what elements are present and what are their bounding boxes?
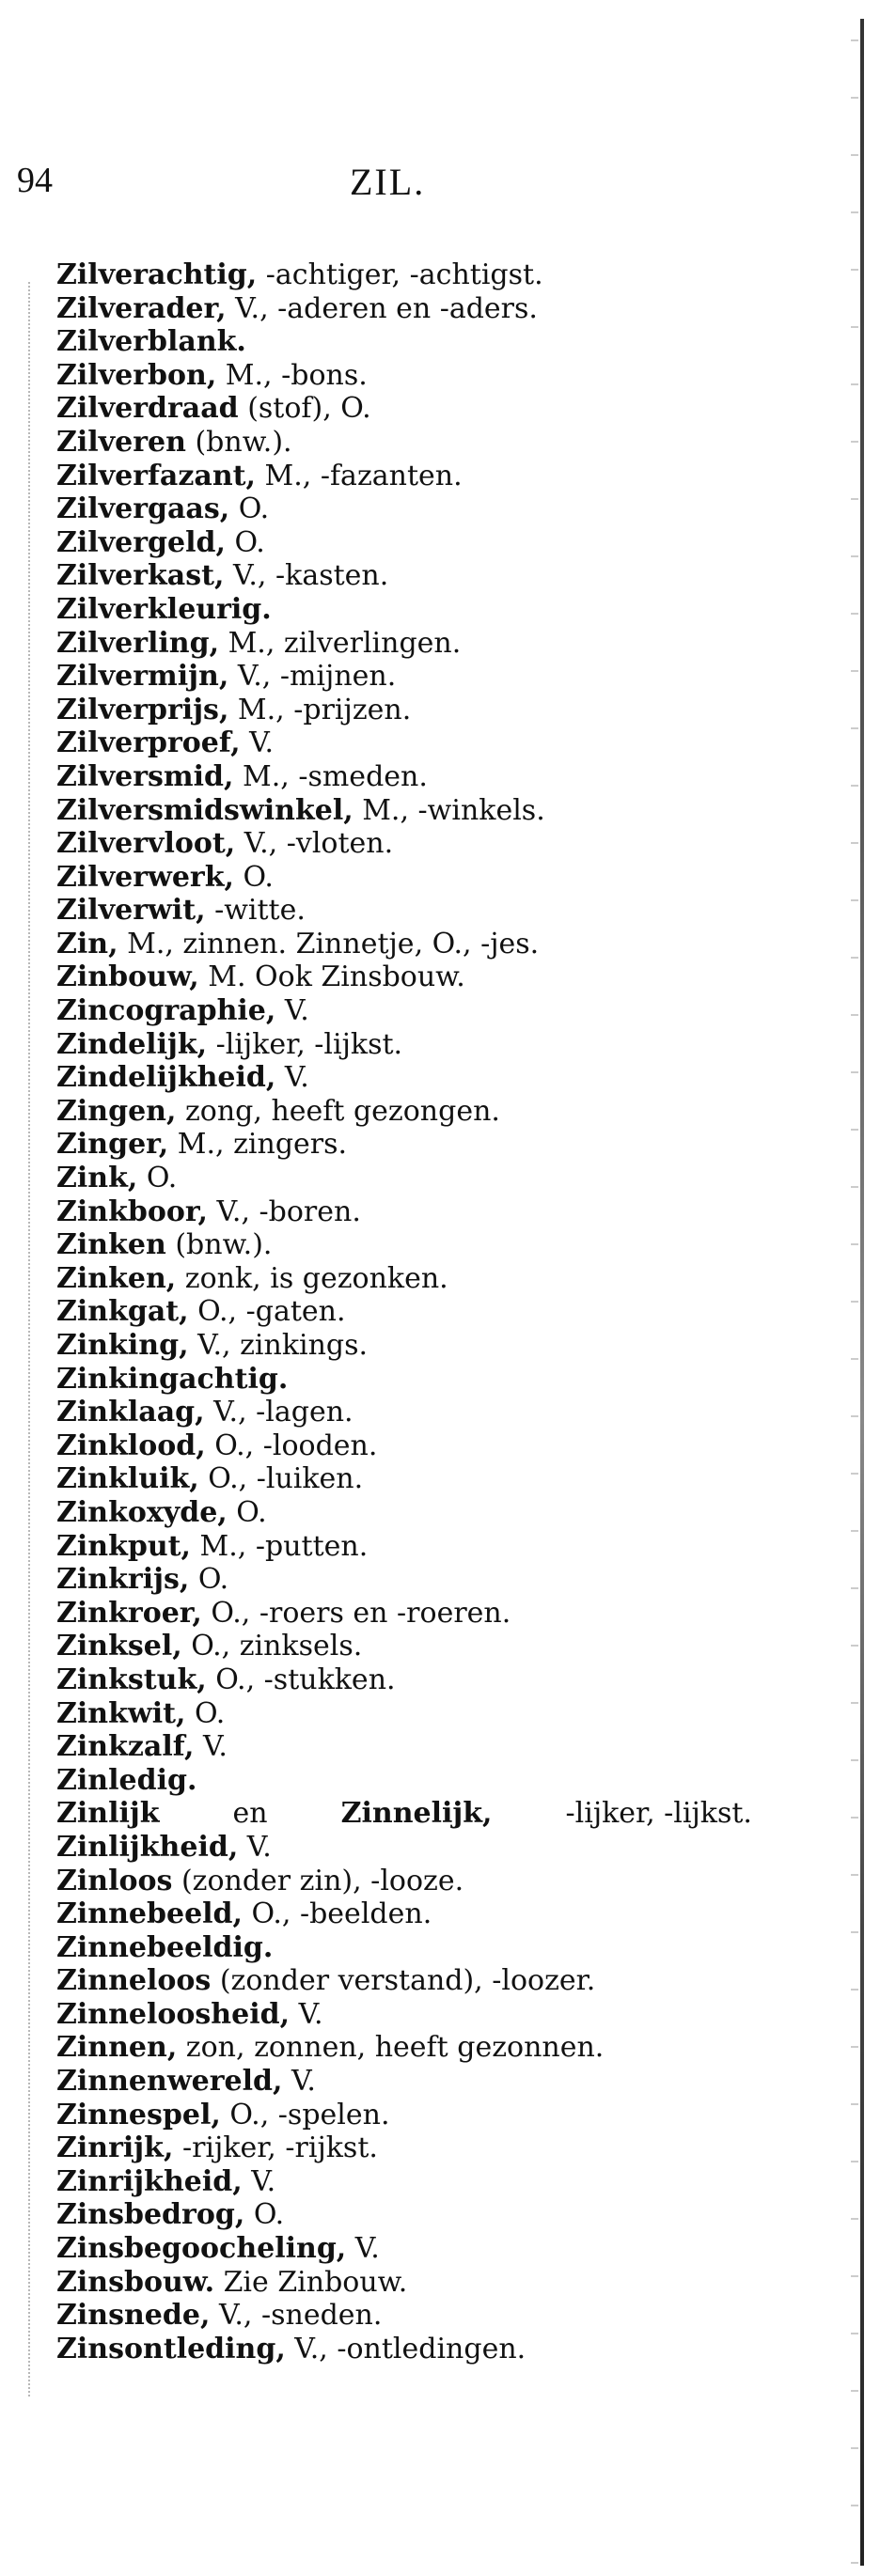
dictionary-entry <box>56 492 752 526</box>
dictionary-entry <box>56 292 752 326</box>
dictionary-entry <box>56 1496 752 1530</box>
entry-definition: O., -looden. <box>205 1429 378 1462</box>
dictionary-entry <box>56 1396 752 1429</box>
dictionary-entry <box>56 460 752 493</box>
entry-definition: O., zinksels. <box>181 1630 363 1663</box>
entry-definition: O. <box>137 1162 178 1195</box>
entry-headword: Zinnen, <box>56 2031 178 2065</box>
dictionary-entry <box>56 2232 752 2266</box>
margin-marks <box>28 282 32 2396</box>
entry-headword: Zilveren <box>56 425 186 459</box>
entry-definition: O. <box>225 525 265 559</box>
dictionary-entry <box>56 1630 752 1663</box>
entry-headword: Zilvergaas, <box>56 492 230 526</box>
dictionary-entry <box>56 1228 752 1262</box>
entry-headword: Zinnebeeld, <box>56 1897 243 1931</box>
entry-headword: Zinnenwereld, <box>56 2065 283 2099</box>
dictionary-entry <box>56 1462 752 1496</box>
entry-headword: Zilverkleurig. <box>56 592 272 626</box>
dictionary-entry <box>56 1363 752 1397</box>
entry-definition: M., -bons. <box>216 358 368 392</box>
dictionary-entry <box>56 861 752 895</box>
entry-definition: O. <box>189 1563 229 1597</box>
entry-definition: V., zinkings. <box>188 1329 369 1362</box>
dictionary-entry <box>56 1262 752 1296</box>
dictionary-entry <box>56 1764 752 1798</box>
entry-headword: Zingen, <box>56 1094 177 1128</box>
dictionary-entry <box>56 2165 752 2199</box>
entry-definition: V., -aderen en -aders. <box>226 291 538 325</box>
entry-headword: Zinsontleding, <box>56 2332 286 2365</box>
dictionary-entry <box>56 392 752 426</box>
entry-headword: Zindelijk, <box>56 1027 208 1061</box>
entry-headword: Zinkoxyde, <box>56 1495 228 1529</box>
entry-definition: -lijker, -lijkst. <box>556 1797 752 1831</box>
dictionary-entry <box>56 1563 752 1597</box>
dictionary-entry <box>56 627 752 661</box>
entry-definition: O. <box>185 1696 226 1730</box>
entry-headword: Zilverwit, <box>56 894 206 928</box>
entry-definition: Zie Zinbouw. <box>214 2265 408 2299</box>
entry-headword: Zilverdraad <box>56 392 239 426</box>
entry-definition: -rijker, -rijkst. <box>173 2131 378 2165</box>
entry-definition: M., -putten. <box>190 1529 369 1563</box>
dictionary-entry <box>56 1195 752 1229</box>
dictionary-entry <box>56 1865 752 1898</box>
entry-headword: Zinkrijs, <box>56 1563 190 1597</box>
entry-definition: V. <box>275 1061 309 1095</box>
entry-headword: Zinbouw, <box>56 960 199 994</box>
dictionary-entry <box>56 1597 752 1631</box>
entry-definition: V., -mijnen. <box>228 660 397 694</box>
entry-definition: O. <box>229 492 270 526</box>
dictionary-entry <box>56 258 752 292</box>
entry-headword: Zinloos <box>56 1864 173 1897</box>
entry-headword: Zilverachtig, <box>56 258 258 291</box>
entry-headword: Zinsbouw. <box>56 2265 215 2299</box>
dictionary-entry <box>56 1998 752 2032</box>
dictionary-entry <box>56 760 752 794</box>
entry-headword: Zilvervloot, <box>56 827 236 861</box>
entry-headword: Zilverfazant, <box>56 459 256 492</box>
dictionary-entry <box>56 2198 752 2232</box>
entry-headword: Zinkwit, <box>56 1696 186 1730</box>
entry-headword: Zilverkast, <box>56 559 225 593</box>
entry-definition: V. <box>194 1730 228 1764</box>
entry-headword: Zilverproef, <box>56 726 241 760</box>
dictionary-entry <box>56 1128 752 1162</box>
entry-headword: Zinkstuk, <box>56 1663 207 1696</box>
entry-headword: Zinger, <box>56 1128 169 1162</box>
entry-headword: Zinkroer, <box>56 1596 202 1630</box>
entry-headword: Zinsnede, <box>56 2299 211 2333</box>
dictionary-entry-list <box>56 258 752 2365</box>
entry-headword: Zinrijkheid, <box>56 2164 243 2198</box>
dictionary-entry <box>56 1797 752 1831</box>
entry-headword: Zinklood, <box>56 1429 206 1462</box>
entry-headword: Zilverader, <box>56 291 227 325</box>
entry-definition: O., -beelden. <box>242 1897 432 1931</box>
dictionary-entry <box>56 960 752 994</box>
dictionary-entry <box>56 1162 752 1195</box>
entry-definition: V., -vloten. <box>235 827 394 861</box>
dictionary-entry <box>56 1295 752 1329</box>
entry-definition: (zonder verstand), -loozer. <box>211 1964 596 1998</box>
dictionary-entry <box>56 593 752 627</box>
dictionary-entry <box>56 1429 752 1463</box>
entry-headword: Zinkput, <box>56 1529 191 1563</box>
entry-definition: V. <box>275 994 309 1028</box>
entry-definition: -witte. <box>205 894 306 928</box>
dictionary-entry <box>56 726 752 760</box>
entry-headword: Zinking, <box>56 1329 189 1362</box>
dictionary-entry <box>56 2131 752 2165</box>
entry-headword: Zilverprijs, <box>56 693 229 726</box>
entry-definition: O. <box>233 860 274 894</box>
entry-definition: M., -prijzen. <box>228 693 412 726</box>
entry-headword: Zinken, <box>56 1261 177 1295</box>
entry-definition: O., -spelen. <box>220 2098 390 2131</box>
dictionary-entry <box>56 325 752 359</box>
entry-headword: Zinsbedrog, <box>56 2198 245 2232</box>
dictionary-entry <box>56 894 752 928</box>
entry-definition: M. Ook Zinsbouw. <box>198 960 465 994</box>
dictionary-entry <box>56 2299 752 2333</box>
entry-headword: Zilverblank. <box>56 325 246 359</box>
entry-definition: -lijker, -lijkst. <box>207 1027 403 1061</box>
entry-headword: Zilvermijn, <box>56 660 229 694</box>
entry-definition: zon, zonnen, heeft gezonnen. <box>177 2031 605 2065</box>
dictionary-entry <box>56 559 752 593</box>
dictionary-entry <box>56 1329 752 1363</box>
entry-headword: Zinsbegoocheling, <box>56 2232 347 2266</box>
entry-definition: O., -luiken. <box>198 1462 364 1496</box>
entry-headword: Zilversmid, <box>56 759 234 793</box>
entry-definition: O., -stukken. <box>206 1663 396 1696</box>
dictionary-entry <box>56 1697 752 1731</box>
entry-definition: V. <box>282 2065 316 2099</box>
entry-headword: Zinkluik, <box>56 1462 199 1496</box>
entry-definition: zong, heeft gezongen. <box>176 1094 500 1128</box>
dictionary-entry <box>56 2065 752 2099</box>
entry-headword: Zinnespel, <box>56 2098 221 2131</box>
entry-headword: Zinneloosheid, <box>56 1997 291 2031</box>
dictionary-entry <box>56 928 752 961</box>
dictionary-entry <box>56 2266 752 2300</box>
dictionary-entry <box>56 1831 752 1865</box>
entry-headword: Zinrijk, <box>56 2131 174 2165</box>
dictionary-entry <box>56 994 752 1028</box>
entry-headword: Zinlijk <box>56 1797 160 1831</box>
gutter-shadow <box>851 19 858 2566</box>
dictionary-entry <box>56 1730 752 1764</box>
entry-headword: Zindelijkheid, <box>56 1061 276 1095</box>
dictionary-entry <box>56 827 752 861</box>
page-number: 94 <box>17 161 53 200</box>
entry-headword: Zinnebeeldig. <box>56 1930 274 1964</box>
entry-headword: Zincographie, <box>56 994 276 1028</box>
dictionary-entry <box>56 526 752 560</box>
entry-definition: M., zinnen. Zinnetje, O., -jes. <box>118 927 540 960</box>
entry-definition: V. <box>240 726 275 760</box>
entry-definition: V. <box>290 1997 323 2031</box>
entry-definition: V., -lagen. <box>204 1396 354 1429</box>
entry-headword: Zinken <box>56 1228 166 1262</box>
entry-headword: Zinkzalf, <box>56 1730 195 1764</box>
entry-definition: O., -roers en -roeren. <box>201 1596 511 1630</box>
entry-definition: V. <box>242 2164 276 2198</box>
entry-definition: O., -gaten. <box>188 1295 346 1329</box>
entry-definition: O. <box>244 2198 285 2232</box>
entry-definition: (zonder zin), -looze. <box>172 1864 464 1897</box>
entry-headword: Zinklaag, <box>56 1396 205 1429</box>
entry-definition: -achtiger, -achtigst. <box>257 258 543 291</box>
entry-definition: M., -fazanten. <box>255 459 463 492</box>
dictionary-entry <box>56 1897 752 1931</box>
entry-definition: O. <box>227 1495 267 1529</box>
entry-headword: Zinledig. <box>56 1763 197 1797</box>
dictionary-entry <box>56 794 752 828</box>
dictionary-entry <box>56 660 752 694</box>
entry-headword: Zinkboor, <box>56 1194 208 1228</box>
dictionary-entry <box>56 2031 752 2065</box>
entry-definition: (bnw.). <box>165 1228 273 1262</box>
entry-headword: Zinneloos <box>56 1964 212 1998</box>
entry-headword-variant: Zinnelijk, <box>340 1797 493 1831</box>
entry-definition: M., zingers. <box>168 1128 348 1162</box>
entry-headword: Zinksel, <box>56 1630 182 1663</box>
dictionary-entry <box>56 1663 752 1697</box>
entry-definition: V., -sneden. <box>210 2299 383 2333</box>
dictionary-entry <box>56 1530 752 1564</box>
dictionary-entry <box>56 426 752 460</box>
page-header: ZIL. <box>350 161 426 203</box>
entry-headword: Zinlijkheid, <box>56 1830 239 1864</box>
gutter-edge <box>860 19 864 2566</box>
entry-definition: (stof), O. <box>238 392 371 426</box>
dictionary-entry <box>56 1964 752 1998</box>
entry-definition: zonk, is gezonken. <box>176 1261 448 1295</box>
entry-definition: V., -boren. <box>207 1194 361 1228</box>
entry-definition: M., zilverlingen. <box>219 626 462 660</box>
dictionary-entry <box>56 2333 752 2366</box>
entry-headword: Zilverbon, <box>56 358 217 392</box>
entry-definition: M., -smeden. <box>233 759 428 793</box>
entry-headword: Zilverling, <box>56 626 220 660</box>
entry-definition: V. <box>238 1830 272 1864</box>
dictionary-entry <box>56 359 752 393</box>
entry-headword: Zilversmidswinkel, <box>56 793 354 827</box>
entry-definition: M., -winkels. <box>353 793 545 827</box>
dictionary-entry <box>56 1028 752 1062</box>
entry-definition: V., -kasten. <box>224 559 389 593</box>
entry-definition: (bnw.). <box>185 425 292 459</box>
entry-headword: Zilverwerk, <box>56 860 234 894</box>
entry-headword: Zink, <box>56 1162 138 1195</box>
entry-headword: Zinkgat, <box>56 1295 189 1329</box>
dictionary-entry <box>56 1095 752 1129</box>
dictionary-entry <box>56 1931 752 1965</box>
entry-definition: V. <box>346 2232 380 2266</box>
entry-connector: en <box>224 1797 277 1831</box>
dictionary-entry <box>56 1061 752 1095</box>
entry-headword: Zinkingachtig. <box>56 1362 289 1396</box>
entry-headword: Zin, <box>56 927 118 960</box>
dictionary-entry <box>56 2099 752 2132</box>
entry-definition: V., -ontledingen. <box>285 2332 526 2365</box>
entry-headword: Zilvergeld, <box>56 525 226 559</box>
dictionary-entry <box>56 694 752 727</box>
